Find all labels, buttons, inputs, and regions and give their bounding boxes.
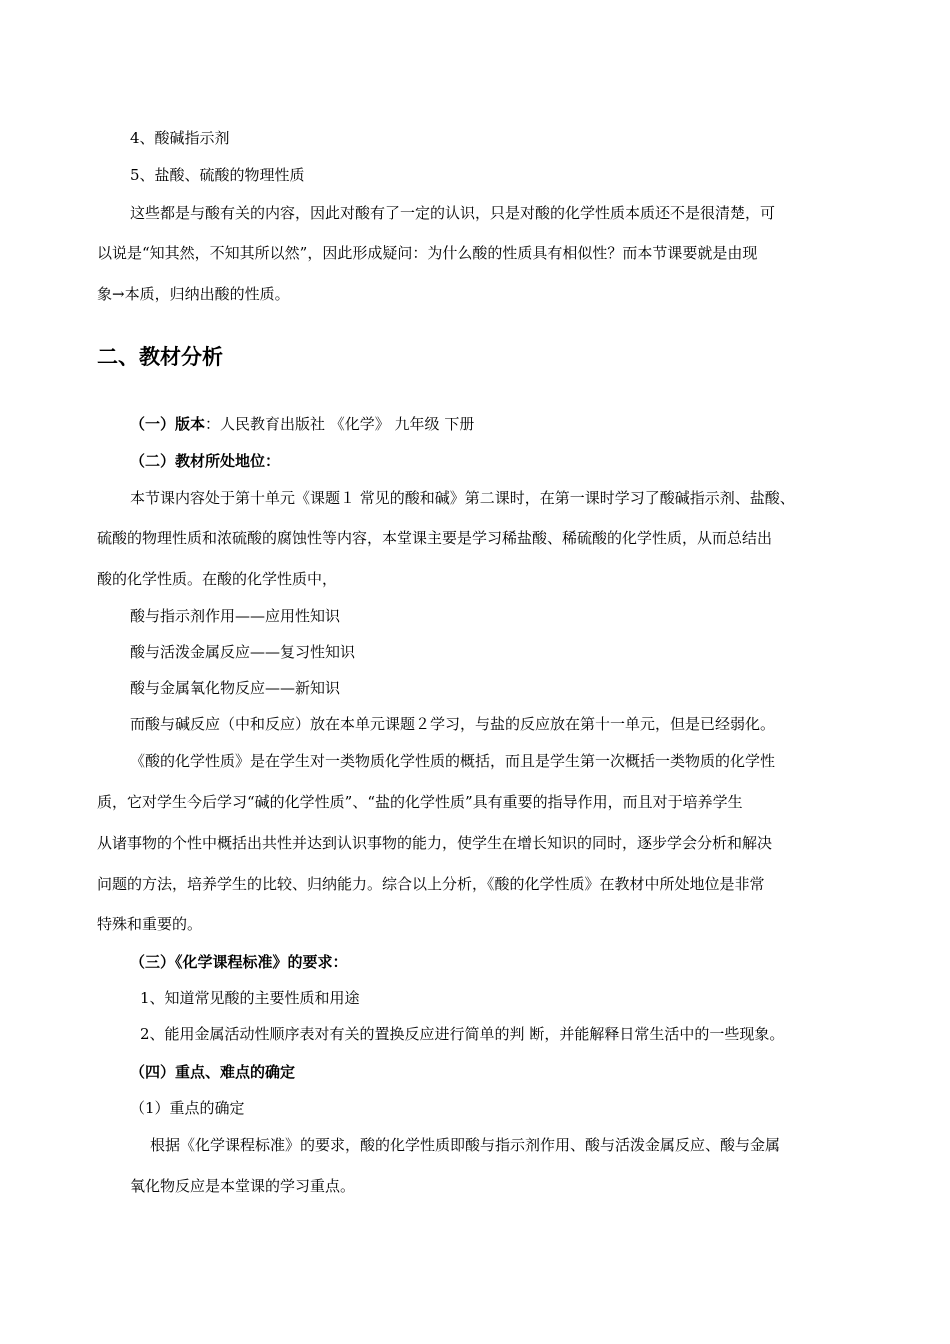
position-paragraph-line: 本节课内容处于第十单元《课题１ 常见的酸和碱》第二课时，在第一课时学习了酸碱指示剂、盐酸、 <box>130 489 795 507</box>
standard-item: 1、知道常见酸的主要性质和用途 <box>140 989 360 1007</box>
standard-item: 2、能用金属活动性顺序表对有关的置换反应进行简单的判 断，并能解释日常生活中的一些现象。 <box>140 1025 785 1043</box>
key-points-label: （四）重点、难点的确定 <box>130 1063 296 1081</box>
position-paragraph-line: 而酸与碱反应（中和反应）放在本单元课题２学习，与盐的反应放在第十一单元，但是已经弱化。 <box>130 715 776 733</box>
knowledge-item: 酸与指示剂作用——应用性知识 <box>130 607 341 625</box>
knowledge-item: 酸与金属氧化物反应——新知识 <box>130 679 341 697</box>
position-paragraph-line: 硫酸的物理性质和浓硫酸的腐蚀性等内容，本堂课主要是学习稀盐酸、稀硫酸的化学性质，从而总结出 <box>97 529 773 547</box>
standard-label: （三）《化学课程标准》的要求： <box>130 953 348 971</box>
position-paragraph-line: 质，它对学生今后学习“碱的化学性质”、“盐的化学性质”具有重要的指导作用，而且对于培养学生 <box>97 793 743 811</box>
position-paragraph-line: 问题的方法，培养学生的比较、归纳能力。综合以上分析，《酸的化学性质》在教材中所处地位是非常 <box>97 875 765 893</box>
key-points-subheading: （1）重点的确定 <box>130 1099 245 1117</box>
position-paragraph-line: 酸的化学性质。在酸的化学性质中， <box>97 570 338 588</box>
section-heading: 二、教材分析 <box>97 345 223 369</box>
version-label: （一）版本 <box>130 415 206 433</box>
position-label: （二）教材所处地位： <box>130 452 281 470</box>
knowledge-item: 酸与活泼金属反应——复习性知识 <box>130 643 356 661</box>
intro-paragraph-line: 这些都是与酸有关的内容，因此对酸有了一定的认识，只是对酸的化学性质本质还不是很清楚，可 <box>130 204 776 222</box>
position-paragraph-line: 《酸的化学性质》是在学生对一类物质化学性质的概括，而且是学生第一次概括一类物质的化学性 <box>130 752 776 770</box>
list-item-5: 5、盐酸、硫酸的物理性质 <box>130 166 305 184</box>
position-paragraph-line: 从诸事物的个性中概括出共性并达到认识事物的能力，使学生在增长知识的同时，逐步学会分析和解决 <box>97 834 773 852</box>
version-line <box>130 414 474 434</box>
intro-paragraph-line: 以说是“知其然，不知其所以然”，因此形成疑问：为什么酸的性质具有相似性？而本节课要就是由现 <box>97 244 758 262</box>
intro-paragraph-line: 象→本质，归纳出酸的性质。 <box>97 285 290 303</box>
version-text: ：人民教育出版社 《化学》 九年级 下册 <box>205 415 475 433</box>
key-points-paragraph-line: 氧化物反应是本堂课的学习重点。 <box>130 1177 356 1195</box>
position-paragraph-line: 特殊和重要的。 <box>97 915 203 933</box>
list-item-4: 4、酸碱指示剂 <box>130 129 230 147</box>
key-points-paragraph-line: 根据《化学课程标准》的要求，酸的化学性质即酸与指示剂作用、酸与活泼金属反应、酸与金属 <box>150 1136 781 1154</box>
